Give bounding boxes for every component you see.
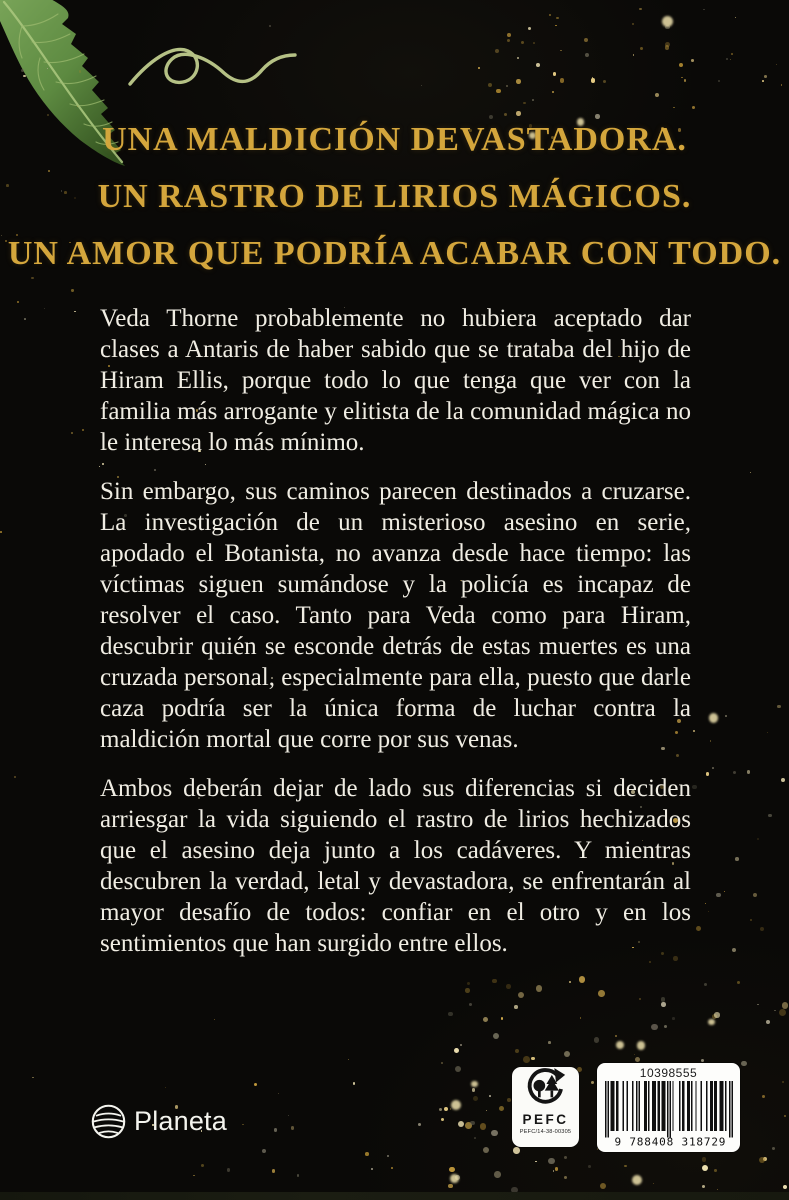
sparkle-dot [779,1009,786,1016]
synopsis-paragraph-1: Veda Thorne probablemente no hubiera aceptado dar clases a Antaris de haber sabido que se trataba del hijo de Hiram Ellis, porque todo lo que tenga que ver con la familia más arrogante y elitista de la comunidad mágica no le interesa lo más mínimo. [100,305,691,456]
sparkle-dot [661,997,665,1001]
sparkle-dot [777,705,781,709]
sparkle-dot [521,41,524,44]
sparkle-dot [716,893,721,898]
sparkle-dot [533,42,535,44]
sparkle-dot [450,1108,452,1110]
sparkle-dot [661,1002,666,1007]
sparkle-dot [639,8,642,11]
sparkle-dot [724,891,725,892]
sparkle-dot [598,990,605,997]
sparkle-dot [536,63,540,67]
sparkle-dot [506,984,511,989]
sparkle-dot [632,23,634,25]
sparkle-dot [692,785,697,790]
sparkle-dot [603,80,607,84]
sparkle-dot [165,1087,166,1088]
sparkle-dot [655,93,659,97]
sparkle-dot [478,67,480,69]
sparkle-dot [615,1035,618,1038]
sparkle-dot [735,857,739,861]
sparkle-dot [737,981,740,984]
sparkle-dot [460,1044,462,1046]
sparkle-dot [486,1110,487,1111]
sparkle-dot [594,1037,600,1043]
sparkle-dot [708,911,709,912]
barcode-box [597,1063,740,1152]
synopsis-paragraph-2: Sin embargo, sus caminos parecen destinados a cruzarse. La investigación de un misterioso asesino en serie, apodado el Botanista, no avanza desde hace tiempo: las víctimas siguen sumándose y la policía es incapaz de resolver el caso. Tanto para Veda como para Hiram, descubrir quién se esconde detrás de estas muertes es una cruzada personal, especialmente para ella, puesto que darle caza podría ser la única forma de luchar contra la maldición mortal que corre por sus venas. [100,478,691,753]
sparkle-dot [774,1010,776,1012]
sparkle-dot [483,1017,489,1023]
sparkle-dot [718,80,720,82]
publisher-name: Planeta [134,1106,227,1136]
sparkle-dot [515,1049,520,1054]
sparkle-dot [548,1158,555,1165]
sparkle-dot [781,84,783,86]
sparkle-dot [444,1107,449,1112]
sparkle-dot [651,1024,657,1030]
sparkle-dot [757,838,759,840]
sparkle-dot [549,14,551,16]
sparkle-dot [523,102,526,105]
sparkle-dot [371,1168,374,1171]
sparkle-dot [32,1077,34,1079]
sparkle-dot [0,531,2,533]
sparkle-dot [759,1157,765,1163]
sparkle-dot [494,1171,501,1178]
sparkle-dot [702,1157,707,1162]
sparkle-dot [518,992,524,998]
sparkle-dot [681,77,683,79]
sparkle-dot [776,64,777,65]
sparkle-dot [14,776,16,778]
sparkle-dot [781,778,785,782]
sparkle-dot [735,17,736,18]
sparkle-dot [23,75,26,78]
sparkle-dot [493,1033,499,1039]
sparkle-dot [580,1017,582,1019]
sparkle-dot [782,1081,784,1083]
tagline [0,111,789,282]
sparkle-dot [536,985,543,992]
sparkle-dot [750,472,751,473]
sparkle-dot [591,78,596,83]
sparkle-dot [712,767,714,769]
sparkle-dot [548,1041,551,1044]
sparkle-dot [616,1041,624,1049]
sparkle-dot [730,59,731,60]
sparkle-dot [353,1082,356,1085]
sparkle-dot [633,54,635,56]
sparkle-dot [784,1115,786,1117]
sparkle-dot [553,72,556,75]
sparkle-dot [702,1165,708,1171]
sparkle-dot [514,1005,518,1009]
sparkle-dot [679,63,683,67]
sparkle-dot [71,289,73,291]
sparkle-dot [449,1167,455,1173]
sparkle-dot [635,1057,640,1062]
sparkle-dot [588,1165,591,1168]
sparkle-dot [591,1081,594,1084]
sparkle-dot [472,1088,476,1092]
sparkle-dot [692,106,696,110]
sparkle-dot [391,1167,393,1169]
sparkle-dot [242,1124,243,1125]
sparkle-dot [507,33,511,37]
sparkle-dot [496,89,501,94]
pefc-code: PEFC/14-38-00305 [519,1129,572,1135]
sparkle-dot [297,1174,300,1177]
sparkle-dot [201,1164,204,1167]
sparkle-dot [474,1137,476,1139]
sparkle-dot [348,1059,349,1060]
sparkle-dot [624,1165,627,1168]
sparkle-dot [733,771,736,774]
sparkle-dot [584,38,589,43]
sparkle-dot [458,1121,464,1127]
sparkle-dot [553,1170,555,1172]
sparkle-dot [632,1175,642,1185]
sparkle-dot [506,85,508,87]
sparkle-dot [469,1003,472,1006]
sparkle-dot [471,1081,478,1088]
sparkle-dot [488,83,493,88]
sparkle-dot [507,1098,511,1102]
sparkle-dot [579,976,586,983]
sparkle-dot [691,59,694,62]
barcode [605,1081,733,1147]
sparkle-dot [753,893,757,897]
sparkle-dot [783,1185,787,1189]
pefc-trees-icon [521,1067,571,1111]
tagline-line-2: UN RASTRO DE LIRIOS MÁGICOS. [97,178,692,215]
sparkle-dot [531,1057,534,1060]
sparkle-dot [564,1176,567,1179]
sparkle-dot [701,1059,704,1062]
sparkle-dot [750,919,752,921]
sparkle-dot [365,1152,369,1156]
sparkle-dot [71,432,73,434]
sparkle-dot [672,1017,675,1020]
sparkle-dot [448,1184,453,1189]
sparkle-dot [560,50,561,51]
sparkle-dot [640,47,643,50]
sparkle-dot [507,39,510,42]
sparkle-dot [467,982,470,985]
sparkle-dot [760,927,764,931]
sparkle-dot [448,1012,453,1017]
sparkle-dot [555,25,557,27]
sparkle-dot [288,1115,290,1117]
cover-bottom-edge [0,1192,789,1200]
barcode-top-number: 10398555 [639,1066,698,1080]
sparkle-dot [757,1004,759,1006]
sparkle-dot [513,1147,520,1154]
sparkle-dot [782,1002,788,1008]
sparkle-dot [454,1048,459,1053]
sparkle-dot [708,1019,714,1025]
sparkle-dot [17,301,19,303]
sparkle-dot [470,1121,475,1126]
sparkle-dot [262,1149,266,1153]
sparkle-dot [673,107,674,108]
sparkle-dot [495,49,499,53]
sparkle-dot [706,772,710,776]
sparkle-dot [193,1175,195,1177]
sparkle-dot [714,1012,720,1018]
sparkle-dot [492,979,497,984]
sparkle-dot [732,948,736,952]
sparkle-dot [693,730,695,732]
sparkle-dot [532,99,534,101]
sparkle-dot [762,80,764,82]
sparkle-dot [47,68,48,69]
sparkle-dot [227,1168,230,1171]
pefc-label: PEFC [522,1112,569,1127]
sparkle-dot [556,17,559,20]
sparkle-dot [516,79,521,84]
pefc-badge [512,1067,579,1147]
sparkle-dot [82,429,85,432]
sparkle-dot [705,903,706,904]
sparkle-dot [564,1156,567,1159]
sparkle-dot [555,1167,559,1171]
sparkle-dot [767,732,768,733]
sparkle-dot [499,1106,504,1111]
sparkle-dot [714,1169,717,1172]
sparkle-dot [489,1095,491,1097]
synopsis [100,303,691,977]
sparkle-dot [77,106,79,108]
sparkle-dot [664,1025,667,1028]
sparkle-dot [762,1095,765,1098]
sparkle-dot [653,1183,654,1184]
sparkle-dot [278,1093,279,1094]
sparkle-dot [764,75,767,78]
sparkle-dot [450,1174,459,1183]
sparkle-dot [704,983,707,986]
sparkle-dot [528,27,531,30]
sparkle-dot [274,1128,278,1132]
sparkle-dot [523,1056,530,1063]
sparkle-dot [585,53,590,58]
sparkle-dot [483,1147,489,1153]
sparkle-dot [768,814,771,817]
sparkle-dot [662,16,673,27]
sparkle-dot [747,770,751,774]
sparkle-dot [455,1066,461,1072]
sparkle-dot [44,308,45,309]
sparkle-dot [24,318,26,320]
sparkle-dot [473,1096,478,1101]
sparkle-dot [726,58,728,60]
sparkle-dot [535,1161,536,1162]
sparkle-dot [600,1183,606,1189]
sparkle-dot [291,1126,295,1130]
tagline-line-1: UNA MALDICIÓN DEVASTADORA. [102,121,687,158]
sparkle-dot [480,1123,487,1130]
sparkle-dot [272,1169,276,1173]
sparkle-dot [269,25,271,27]
sparkle-dot [501,1017,504,1020]
sparkle-dot [665,45,670,50]
sparkle-dot [725,715,727,717]
sparkle-dot [569,981,572,984]
sparkle-dot [21,69,24,72]
sparkle-dot [702,1185,706,1189]
publisher-logo [90,1103,227,1140]
sparkle-dot [214,1019,215,1020]
sparkle-dot [637,1041,646,1050]
sparkle-dot [741,1061,747,1067]
sparkle-dot [439,1108,442,1111]
sparkle-dot [717,1189,718,1190]
sparkle-dot [254,1083,257,1086]
sparkle-dot [766,1020,770,1024]
sparkle-dot [696,926,701,931]
synopsis-paragraph-3: Ambos deberán dejar de lado sus diferencias si deciden arriesgar la vida siguiendo el rastro de lirios hechizados que el asesino deja junto a los cadáveres. Y mientras descubren la verdad, letal y devastadora, se enfrentarán al mayor desafío de todos: confiar en el otro y en los sentimientos que han surgido entre ellos. [100,775,691,957]
sparkle-dot [684,79,687,82]
sparkle-dot [639,998,641,1000]
sparkle-dot [418,1123,421,1126]
sparkle-dot [451,1100,461,1110]
sparkle-dot [772,1147,775,1150]
sparkle-dot [441,1118,444,1121]
sparkle-dot [491,1130,498,1137]
sparkle-dot [421,85,422,86]
tagline-line-3: UN AMOR QUE PODRÍA ACABAR CON TODO. [7,235,782,272]
sparkle-dot [387,1155,389,1157]
sparkle-dot [709,713,718,722]
sparkle-dot [564,1051,571,1058]
sparkle-dot [517,57,519,59]
sparkle-dot [79,70,82,73]
sparkle-dot [703,9,705,11]
sparkle-dot [634,1054,635,1055]
planeta-globe-icon [90,1103,127,1140]
sparkle-dot [74,311,76,313]
sparkle-dot [441,1062,443,1064]
sparkle-dot [731,53,733,55]
sparkle-dot [560,78,565,83]
barcode-isbn-digits: 9 788408 318729 [613,1135,726,1147]
sparkle-dot [465,988,470,993]
sparkle-dot [710,740,711,741]
sparkle-dot [552,91,554,93]
